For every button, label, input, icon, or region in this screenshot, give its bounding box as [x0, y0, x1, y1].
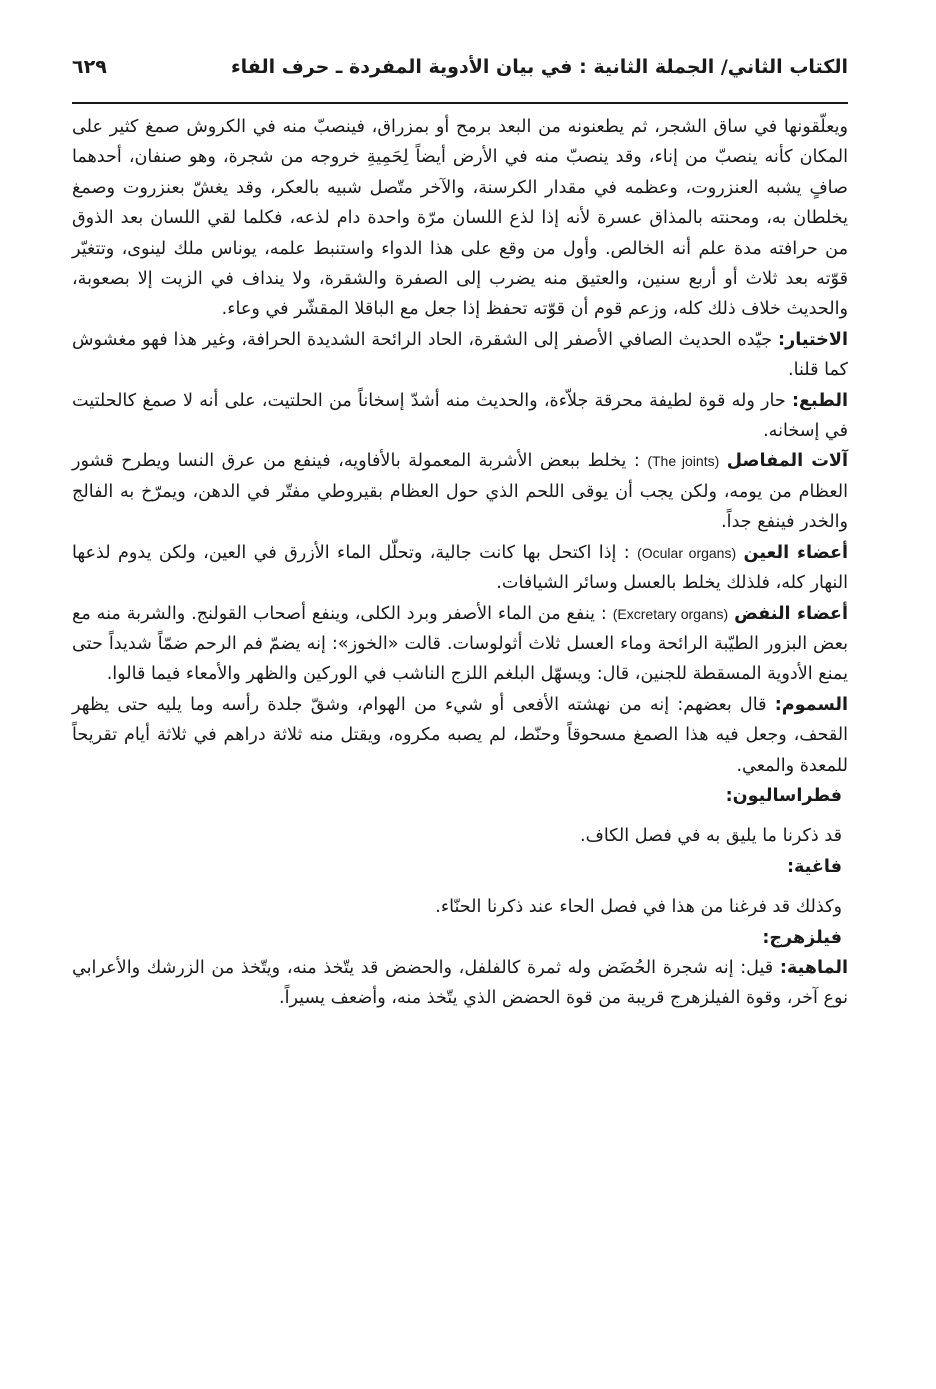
entry-english-term: (The joints): [647, 453, 720, 470]
running-head: [72, 56, 848, 102]
paragraph-text: وكذلك قد فرغنا من هذا في فصل الحاء عند ذكرنا الحنّاء.: [435, 897, 842, 918]
entry-term: السموم:: [774, 694, 848, 715]
page-number: ٦٢٩: [72, 56, 107, 78]
entry-nature: [72, 386, 848, 447]
paragraph-continuation: [72, 112, 848, 325]
entry-term: الماهية:: [779, 957, 848, 978]
page-body: [72, 112, 848, 1014]
entry-joints: [72, 446, 848, 537]
entry-english-term: (Excretary organs): [612, 605, 729, 622]
entry-text: : يخلط ببعض الأشربة المعمولة بالأفاويه، فينفع من عرق النسا ويطرح قشور العظام من يومه، ولكن يجب أن يوقى اللحم الذي حول العظام بقيروطي مفتّر في الدهن، ويمرّخ به الفالج والخدر فينفع جداً.: [72, 451, 848, 533]
section-heading: فاغية:: [786, 856, 842, 877]
entry-term: الطبع:: [791, 390, 848, 411]
running-head-title: الكتاب الثاني/ الجملة الثانية : في بيان الأدوية المفردة ـ حرف الفاء: [230, 56, 848, 78]
header-rule: [72, 102, 848, 104]
entry-text: حار وله قوة لطيفة محرقة جلاّءة، والحديث منه أشدّ إسخاناً من الحلتيت، على أنه لا صمغ كالحلتيت في إسخانه.: [72, 390, 848, 442]
entry-term: الاختيار:: [778, 329, 848, 350]
entry-term: آلات المفاصل: [726, 451, 849, 472]
entry-text: قال بعضهم: إنه من نهشته الأفعى أو شيء من الهوام، وشقّ جلدة رأسه وما يليه حتى يظهر القحف، وجعل فيه هذا الصمغ مسحوقاً وحنّط، لم يصبه مكروه، ويقتل منه ثلاثة دراهم في ثلاثة أيام تقريحاً للمعدة والمعي.: [72, 694, 848, 776]
paragraph-text: قد ذكرنا ما يليق به في فصل الكاف.: [579, 826, 842, 847]
entry-term: أعضاء العين: [743, 542, 848, 563]
entry-selection: [72, 325, 848, 386]
paragraph-text: ويعلّقونها في ساق الشجر، ثم يطعنونه من البعد برمح أو بمزراق، فينصبّ منه في الكروش صمغ كثير على المكان كأنه ينصبّ من إناء، وقد ينصبّ منه في الأرض أيضاً لِحَمِيةِ خروجه من شجرة، وهو صنفان، أحدهما صافٍ يشبه العنزروت، وعظمه في مقدار الكرسنة، والآخر متّصل شبيه بالعكر، وقد يغشّ بعنزروت وصمغ يخلطان به، ومحنته بالمذاق عسرة لأنه إذا لذع اللسان مرّة واحدة دام لذعه، فكلما لقي اللسان بعد الذوق من حرافته مدة علم أنه الخالص. وأول من وقع على هذا الدواء واستنبط علمه، يوناس ملك لينوى، وتتغيّر قوّته بعد ثلاث أو أربع سنين، والعتيق منه يضرب إلى الصفرة والشقرة، ولا ينداف في الزيت إلا بصعوبة، والحديث خلاف ذلك كله، وزعم قوم أن قوّته تحفظ إذا جعل مع الباقلا المقشّر في وعاء.: [72, 117, 848, 320]
book-page: [72, 56, 848, 1369]
entry-text: : ينفع من الماء الأصفر وبرد الكلى، وينفع أصحاب القولنج. والشربة منه مع بعض البزور الطيّبة الرائحة وماء العسل ثلاث أثولوسات. قالت «الخوز»: إنه يضمّ فم الرحم ضمّاً شديداً حتى يمنع الأدوية المسقطة للجنين، قال: ويسهّل البلغم اللزج الناشب في الوركين والظهر والأمعاء فيما قالوا.: [72, 603, 848, 685]
entry-quiddity: [72, 953, 848, 1014]
entry-text: قيل: إنه شجرة الحُضَض وله ثمرة كالفلفل، والحضض قد يتّخذ منه، ويتّخذ من الزرشك والأعرابي نوع آخر، وقوة الفيلزهرج قريبة من قوة الحضض الذي يتّخذ منه، وأضعف يسيراً.: [72, 957, 848, 1009]
section-heading: فيلزهرج:: [762, 927, 842, 948]
entry-poisons: [72, 690, 848, 781]
entry-english-term: (Ocular organs): [637, 544, 737, 561]
entry-text: جيّده الحديث الصافي الأصفر إلى الشقرة، الحاد الرائحة الشديدة الحرافة، وغير هذا فهو مغشوش كما قلنا.: [72, 329, 848, 381]
entry-text: : إذا اكتحل بها كانت جالية، وتحلّل الماء الأزرق في العين، ولكن يدوم لذعها النهار كله، فلذلك يخلط بالعسل وسائر الشيافات.: [72, 542, 848, 594]
entry-eye-organs: [72, 538, 848, 599]
entry-excretory-organs: [72, 599, 848, 690]
entry-term: أعضاء النفض: [734, 603, 848, 624]
section-heading: فطراساليون:: [725, 785, 842, 806]
